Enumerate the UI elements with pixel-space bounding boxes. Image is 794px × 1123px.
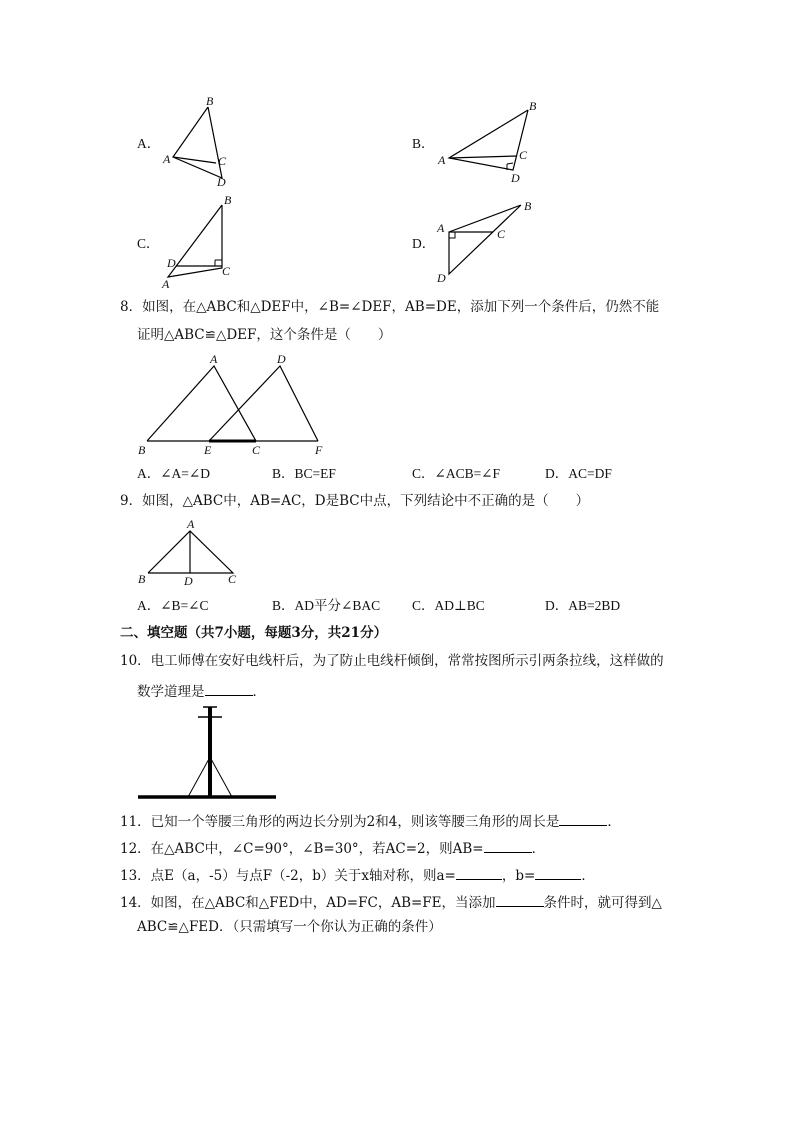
q9-stem: 9．如图，△ABC中，AB=AC，D是BC中点，下列结论中不正确的是（ ） (120, 493, 590, 509)
q12-answer-blank[interactable] (484, 840, 532, 853)
q11-suffix: ． (607, 814, 621, 830)
q7-option-c-label[interactable]: C． (137, 236, 160, 251)
q12-stem (120, 840, 545, 857)
q7-option-b-label[interactable]: B． (412, 136, 435, 151)
q7d-point-b: B (524, 199, 532, 213)
q9-option-b[interactable]: B．AD平分∠BAC (272, 598, 381, 613)
q7b-point-d: D (511, 171, 520, 185)
q13-middle: ，b= (501, 868, 536, 884)
q7a-point-c: C (218, 154, 227, 168)
q9-point-d: D (184, 574, 193, 588)
q14-stem-line2: ABC≌△FED．（只需填写一个你认为正确的条件） (137, 919, 442, 935)
q14-stem-line1 (120, 894, 662, 911)
q12-prefix: 12．在△ABC中，∠C=90°，∠B=30°，若AC=2，则AB= (120, 841, 484, 857)
q10-suffix: ． (252, 684, 266, 700)
q13-blank-a[interactable] (456, 867, 502, 880)
q7b-point-c: C (519, 148, 528, 162)
q7-option-d-label[interactable]: D． (412, 236, 436, 251)
q7a-point-d: D (217, 175, 226, 189)
q13-stem (120, 867, 595, 884)
q8-option-c[interactable]: C．∠ACB=∠F (412, 466, 501, 481)
q8-option-a[interactable]: A．∠A=∠D (137, 466, 210, 481)
q7c-point-b: B (224, 193, 232, 207)
q9-point-b: B (138, 572, 146, 586)
q8-point-e: E (204, 443, 212, 457)
q11-stem (120, 813, 621, 830)
section-heading-fill-in: 二、填空题（共7小题，每题3分，共21分） (120, 625, 388, 641)
q7d-point-c: C (497, 227, 506, 241)
q7-option-a-label[interactable]: A． (137, 136, 161, 151)
q13-suffix: ． (581, 868, 595, 884)
q9-option-c[interactable]: C．AD⊥BC (412, 598, 485, 613)
q7d-point-a: A (437, 221, 445, 235)
q8-point-d: D (277, 352, 286, 366)
q13-blank-b[interactable] (535, 867, 581, 880)
q9-point-c: C (228, 572, 237, 586)
q12-suffix: ． (531, 841, 546, 857)
q9-point-a: A (187, 517, 195, 531)
q11-prefix: 11．已知一个等腰三角形的两边长分别为2和4，则该等腰三角形的周长是 (120, 814, 560, 830)
q8-point-a: A (210, 352, 218, 366)
q8-stem-line2: 证明△ABC≌△DEF，这个条件是（ ） (137, 327, 392, 343)
q7a-point-b: B (206, 94, 214, 108)
q14-suffix: 条件时，就可得到△ (543, 895, 662, 911)
q8-option-b[interactable]: B．BC=EF (272, 466, 336, 481)
q8-stem-line1: 8．如图，在△ABC和△DEF中，∠B=∠DEF，AB=DE，添加下列一个条件后，仍然不能 (120, 299, 660, 315)
q7a-point-a: A (163, 152, 171, 166)
q7c-point-c: C (222, 264, 231, 278)
q10-prefix: 数学道理是 (137, 684, 205, 700)
q9-option-d[interactable]: D．AB=2BD (545, 598, 621, 613)
q7d-point-d: D (437, 271, 446, 285)
q14-prefix: 14．如图，在△ABC和△FED中，AD=FC，AB=FE，当添加 (120, 895, 496, 911)
q10-stem-line1: 10．电工师傅在安好电线杆后，为了防止电线杆倾倒，常常按图所示引两条拉线，这样做的 (120, 653, 664, 669)
q13-prefix: 13．点E（a，-5）与点F（-2，b）关于x轴对称，则a= (120, 868, 456, 884)
q7b-point-b: B (529, 99, 537, 113)
q8-option-d[interactable]: D．AC=DF (545, 466, 612, 481)
q8-point-f: F (315, 443, 323, 457)
q7c-point-a: A (162, 277, 170, 291)
q7b-point-a: A (438, 153, 446, 167)
q11-answer-blank[interactable] (559, 813, 607, 826)
q8-point-c: C (252, 443, 261, 457)
q14-answer-blank[interactable] (496, 894, 544, 907)
q9-option-a[interactable]: A．∠B=∠C (137, 598, 209, 613)
q8-point-b: B (138, 443, 146, 457)
q7c-point-d: D (167, 256, 176, 270)
